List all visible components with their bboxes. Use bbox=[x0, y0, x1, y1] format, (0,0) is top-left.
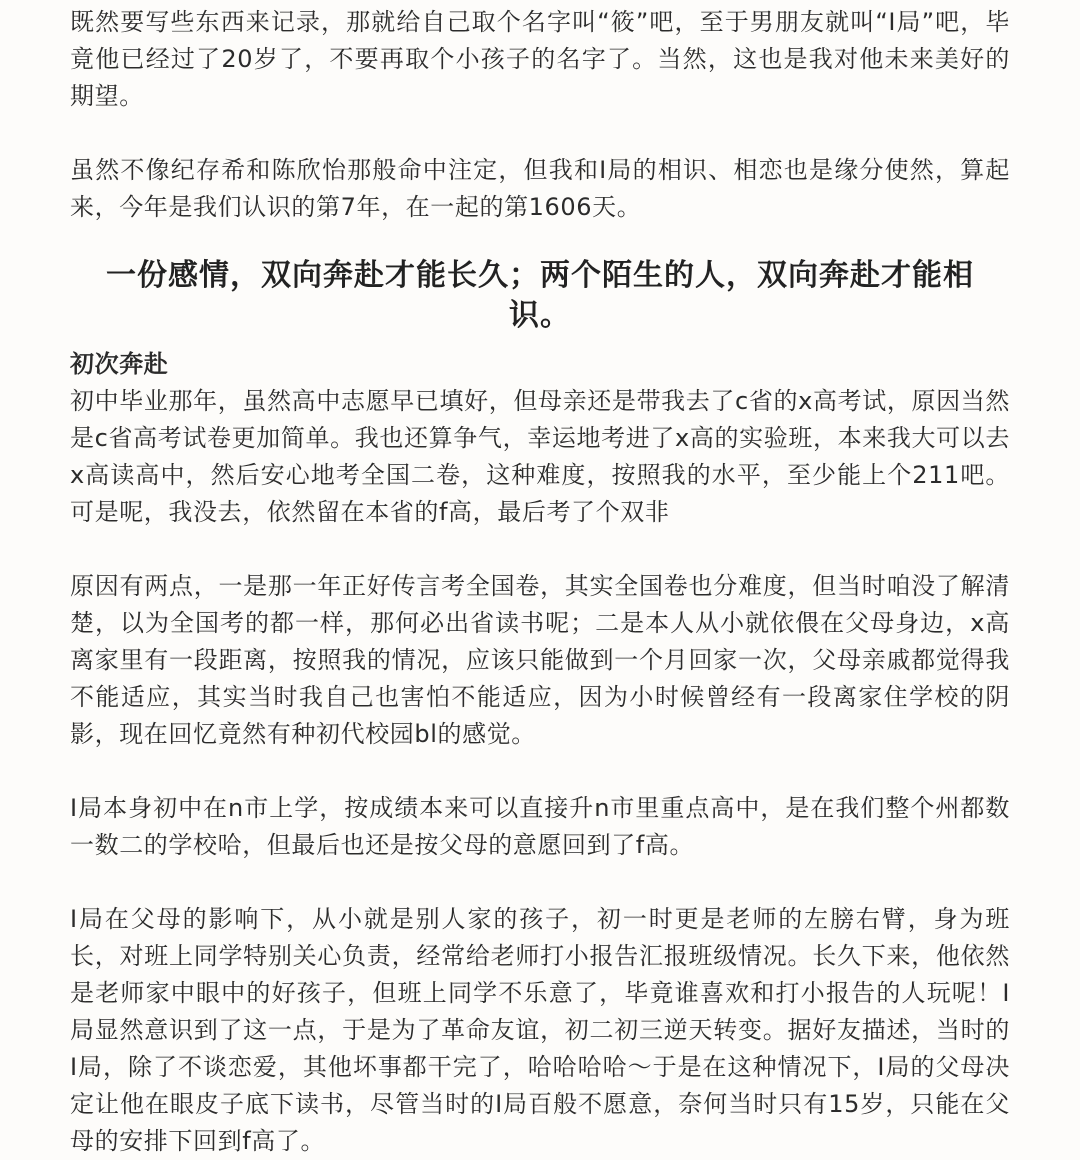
paragraph-spacer bbox=[70, 115, 1010, 152]
intro-paragraph-2: 虽然不像纪存希和陈欣怡那般命中注定，但我和I局的相识、相恋也是缘分使然，算起来，今年是我们认识的第7年，在一起的第1606天。 bbox=[70, 156, 1010, 221]
section-subheading: 初次奔赴 bbox=[70, 350, 169, 378]
body-paragraph-1: 初中毕业那年，虽然高中志愿早已填好，但母亲还是带我去了c省的x高考试，原因当然是c省高考试卷更加简单。我也还算争气，幸运地考进了x高的实验班，本来我大可以去x高读高中，然后安心地考全国二卷，这种难度，按照我的水平，至少能上个211吧。可是呢，我没去，依然留在本省的f高，最后考了个双非 bbox=[70, 387, 1010, 526]
intro-paragraph-1: 既然要写些东西来记录，那就给自己取个名字叫“筱”吧，至于男朋友就叫“I局”吧，毕竟他已经过了20岁了，不要再取个小孩子的名字了。当然，这也是我对他未来美好的期望。 bbox=[70, 8, 1010, 110]
body-paragraph-4: I局在父母的影响下，从小就是别人家的孩子，初一时更是老师的左膀右臂，身为班长，对班上同学特别关心负责，经常给老师打小报告汇报班级情况。长久下来，他依然是老师家中眼中的好孩子，但班上同学不乐意了，毕竟谁喜欢和打小报告的人玩呢！I局显然意识到了这一点，于是为了革命友谊，初二初三逆天转变。据好友描述，当时的I局，除了不谈恋爱，其他坏事都干完了，哈哈哈哈～于是在这种情况下，I局的父母决定让他在眼皮子底下读书，尽管当时的I局百般不愿意，奈何当时只有15岁，只能在父母的安排下回到f高了。 bbox=[70, 905, 1010, 1155]
paragraph-spacer bbox=[70, 531, 1010, 568]
section-heading: 一份感情，双向奔赴才能长久；两个陌生的人，双向奔赴才能相识。 bbox=[106, 258, 974, 333]
body-paragraph-3: I局本身初中在n市上学，按成绩本来可以直接升n市里重点高中，是在我们整个州都数一数二的学校哈，但最后也还是按父母的意愿回到了f高。 bbox=[70, 794, 1010, 859]
paragraph-spacer bbox=[70, 753, 1010, 790]
paragraph-spacer bbox=[70, 864, 1010, 901]
body-paragraph-2: 原因有两点，一是那一年正好传言考全国卷，其实全国卷也分难度，但当时咱没了解清楚，以为全国考的都一样，那何必出省读书呢；二是本人从小就依偎在父母身边，x高离家里有一段距离，按照我的情况，应该只能做到一个月回家一次，父母亲戚都觉得我不能适应，其实当时我自己也害怕不能适应，因为小时候曾经有一段离家住学校的阴影，现在回忆竟然有种初代校园bl的感觉。 bbox=[70, 572, 1010, 748]
